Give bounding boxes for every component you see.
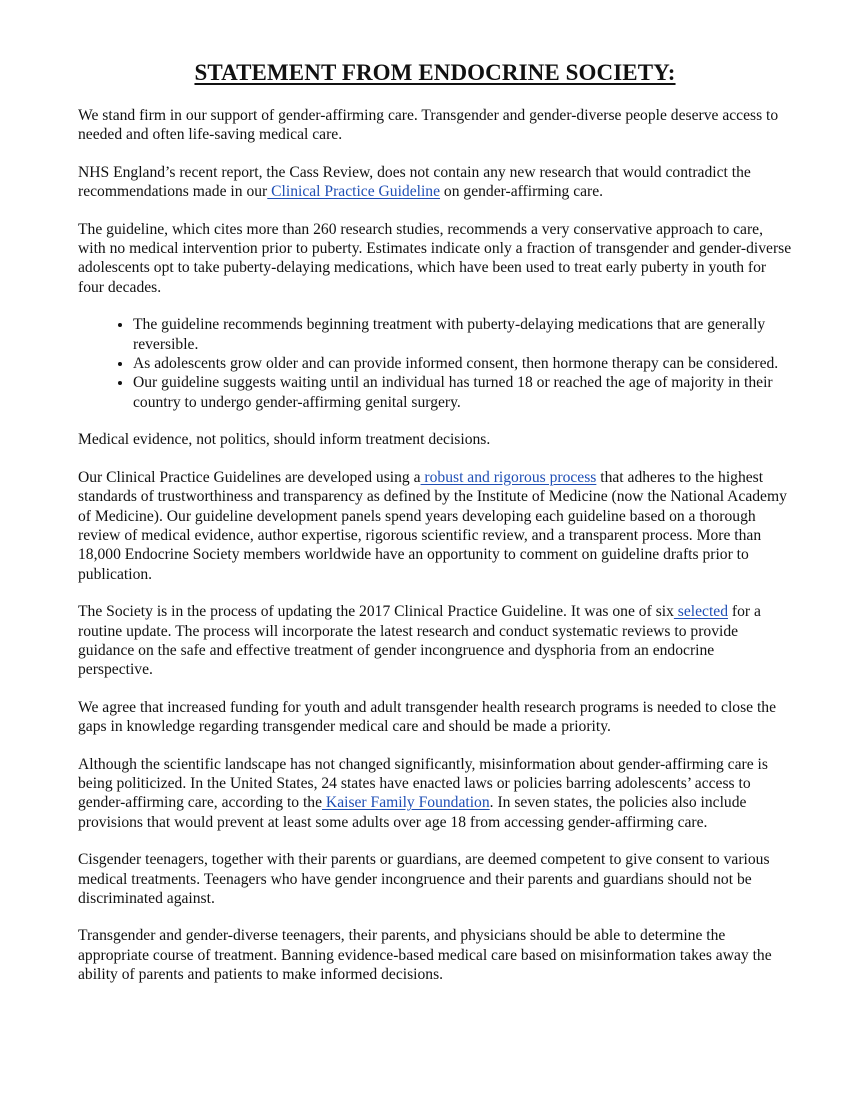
paragraph-cass-review [78,163,792,202]
clinical-practice-guideline-link[interactable]: Clinical Practice Guideline [267,183,441,201]
paragraph-research-funding: We agree that increased funding for youth and adult transgender health research programs is needed to close the gaps in knowledge regarding transgender medical care and should be made a priority. [78,698,777,736]
paragraph-guideline-update [78,602,792,680]
statement-document [78,58,792,1003]
paragraph-guideline-process-text-after: that adheres to the highest standards of trustworthiness and transparency as defined by the Institute of Medicine (now the National Academy of Medicine). Our guideline development panels spend years developing each guideline based on a thorough review of medical evidence, author expertise, rigorous scientific review, and a transparent process. More than 18,000 Endocrine Society members worldwide have an opportunity to comment on guideline drafts prior to publication. [78,468,787,583]
paragraph-misinformation [78,755,792,833]
bullet-item: • The guideline recommends beginning treatment with puberty-delaying medications that are generally reversible. [133,315,792,354]
paragraph-guideline-process [78,468,792,584]
paragraph-evidence-not-politics: Medical evidence, not politics, should inform treatment decisions. [78,431,491,449]
paragraph-cass-review-text-before: NHS England’s recent report, the Cass Review, does not contain any new research that would contradict the recommendations made in our [78,163,751,201]
paragraph-misinformation-text-after: . In seven states, the policies also include provisions that would prevent at least some adults over age 18 from accessing gender-affirming care. [78,794,747,831]
paragraph-informed-decisions: Transgender and gender-diverse teenagers, their parents, and physicians should be able to determine the appropriate course of treatment. Banning evidence-based medical care based on misinformation takes away the ability of parents and patients to make informed decisions. [78,927,772,984]
paragraph-support: We stand firm in our support of gender-affirming care. Transgender and gender-diverse people deserve access to needed and often life-saving medical care. [78,107,779,144]
bullet-item: • Our guideline suggests waiting until an individual has turned 18 or reached the age of majority in their country to undergo gender-affirming genital surgery. [133,373,792,412]
paragraph-consent: Cisgender teenagers, together with their parents or guardians, are deemed competent to give consent to various medical treatments. Teenagers who have gender incongruence and their parents and guardians should not be discriminated against. [78,851,770,907]
kaiser-family-foundation-link[interactable]: Kaiser Family Foundation [322,794,490,812]
paragraph-guideline-update-text-after: for a routine update. The process will incorporate the latest research and conduct systematic reviews to provide guidance on the safe and effective treatment of gender incongruence and dysphoria from an endocrine perspective. [78,603,761,679]
robust-rigorous-process-link[interactable]: robust and rigorous process [420,468,597,486]
selected-link[interactable]: selected [673,603,729,621]
paragraph-guideline-update-text-before: The Society is in the process of updating the 2017 Clinical Practice Guideline. It was one of six [78,603,674,621]
paragraph-guideline-process-text-before: Our Clinical Practice Guidelines are developed using a [78,468,421,486]
bullet-item: • As adolescents grow older and can provide informed consent, then hormone therapy can be considered. [133,354,792,373]
paragraph-guideline-approach: The guideline, which cites more than 260 research studies, recommends a very conservative approach to care, with no medical intervention prior to puberty. Estimates indicate only a fraction of transgender and gender-diverse adolescents opt to take puberty-delaying medications, which have been used to treat early puberty in youth for four decades. [78,220,792,296]
paragraph-misinformation-text-before: Although the scientific landscape has not changed significantly, misinformation about gender-affirming care is being politicized. In the United States, 24 states have enacted laws or policies barring adolescents’ access to gender-affirming care, according to the [78,755,768,812]
guideline-bullet-list [78,315,792,412]
paragraph-cass-review-text-after: on gender-affirming care. [440,183,604,201]
document-title: STATEMENT FROM ENDOCRINE SOCIETY: [194,60,676,85]
